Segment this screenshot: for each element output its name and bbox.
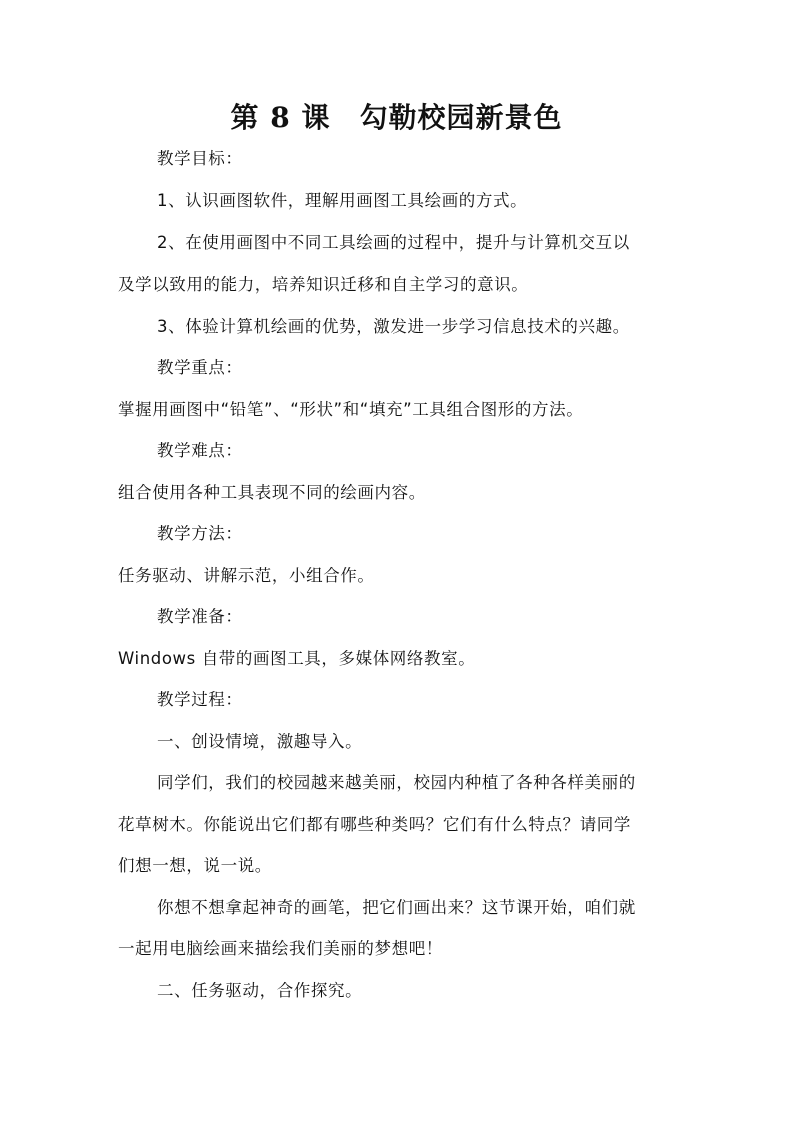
paragraph-1-line-2: 花草树木。你能说出它们都有哪些种类吗？它们有什么特点？请同学 [118,815,631,834]
teaching-methods-text: 任务驱动、讲解示范，小组合作。 [118,566,375,585]
paragraph-1-line-1: 同学们，我们的校园越来越美丽，校园内种植了各种各样美丽的 [157,773,636,792]
section-1-heading: 一、创设情境，激趣导入。 [157,732,363,751]
preparation-text: Windows 自带的画图工具，多媒体网络教室。 [118,649,476,668]
teaching-goals-heading: 教学目标： [157,149,243,168]
section-2-heading: 二、任务驱动，合作探究。 [157,981,363,1000]
paragraph-2-line-2: 一起用电脑绘画来描绘我们美丽的梦想吧！ [118,939,443,958]
teaching-process-heading: 教学过程： [157,690,243,709]
paragraph-2-line-1: 你想不想拿起神奇的画笔，把它们画出来？这节课开始，咱们就 [157,898,636,917]
difficult-points-text: 组合使用各种工具表现不同的绘画内容。 [118,483,426,502]
key-points-heading: 教学重点： [157,358,243,377]
goal-3: 3、体验计算机绘画的优势，激发进一步学习信息技术的兴趣。 [157,317,630,336]
key-points-text: 掌握用画图中“铅笔”、“形状”和“填充”工具组合图形的方法。 [118,400,584,419]
lesson-title: 第 8 课 勾勒校园新景色 [230,101,563,134]
goal-2-line-2: 及学以致用的能力，培养知识迁移和自主学习的意识。 [118,275,529,294]
goal-2-line-1: 2、在使用画图中不同工具绘画的过程中，提升与计算机交互以 [157,233,630,252]
paragraph-1-line-3: 们想一想，说一说。 [118,856,272,875]
preparation-heading: 教学准备： [157,607,243,626]
difficult-points-heading: 教学难点： [157,441,243,460]
goal-1: 1、认识画图软件，理解用画图工具绘画的方式。 [157,191,528,210]
teaching-methods-heading: 教学方法： [157,524,243,543]
